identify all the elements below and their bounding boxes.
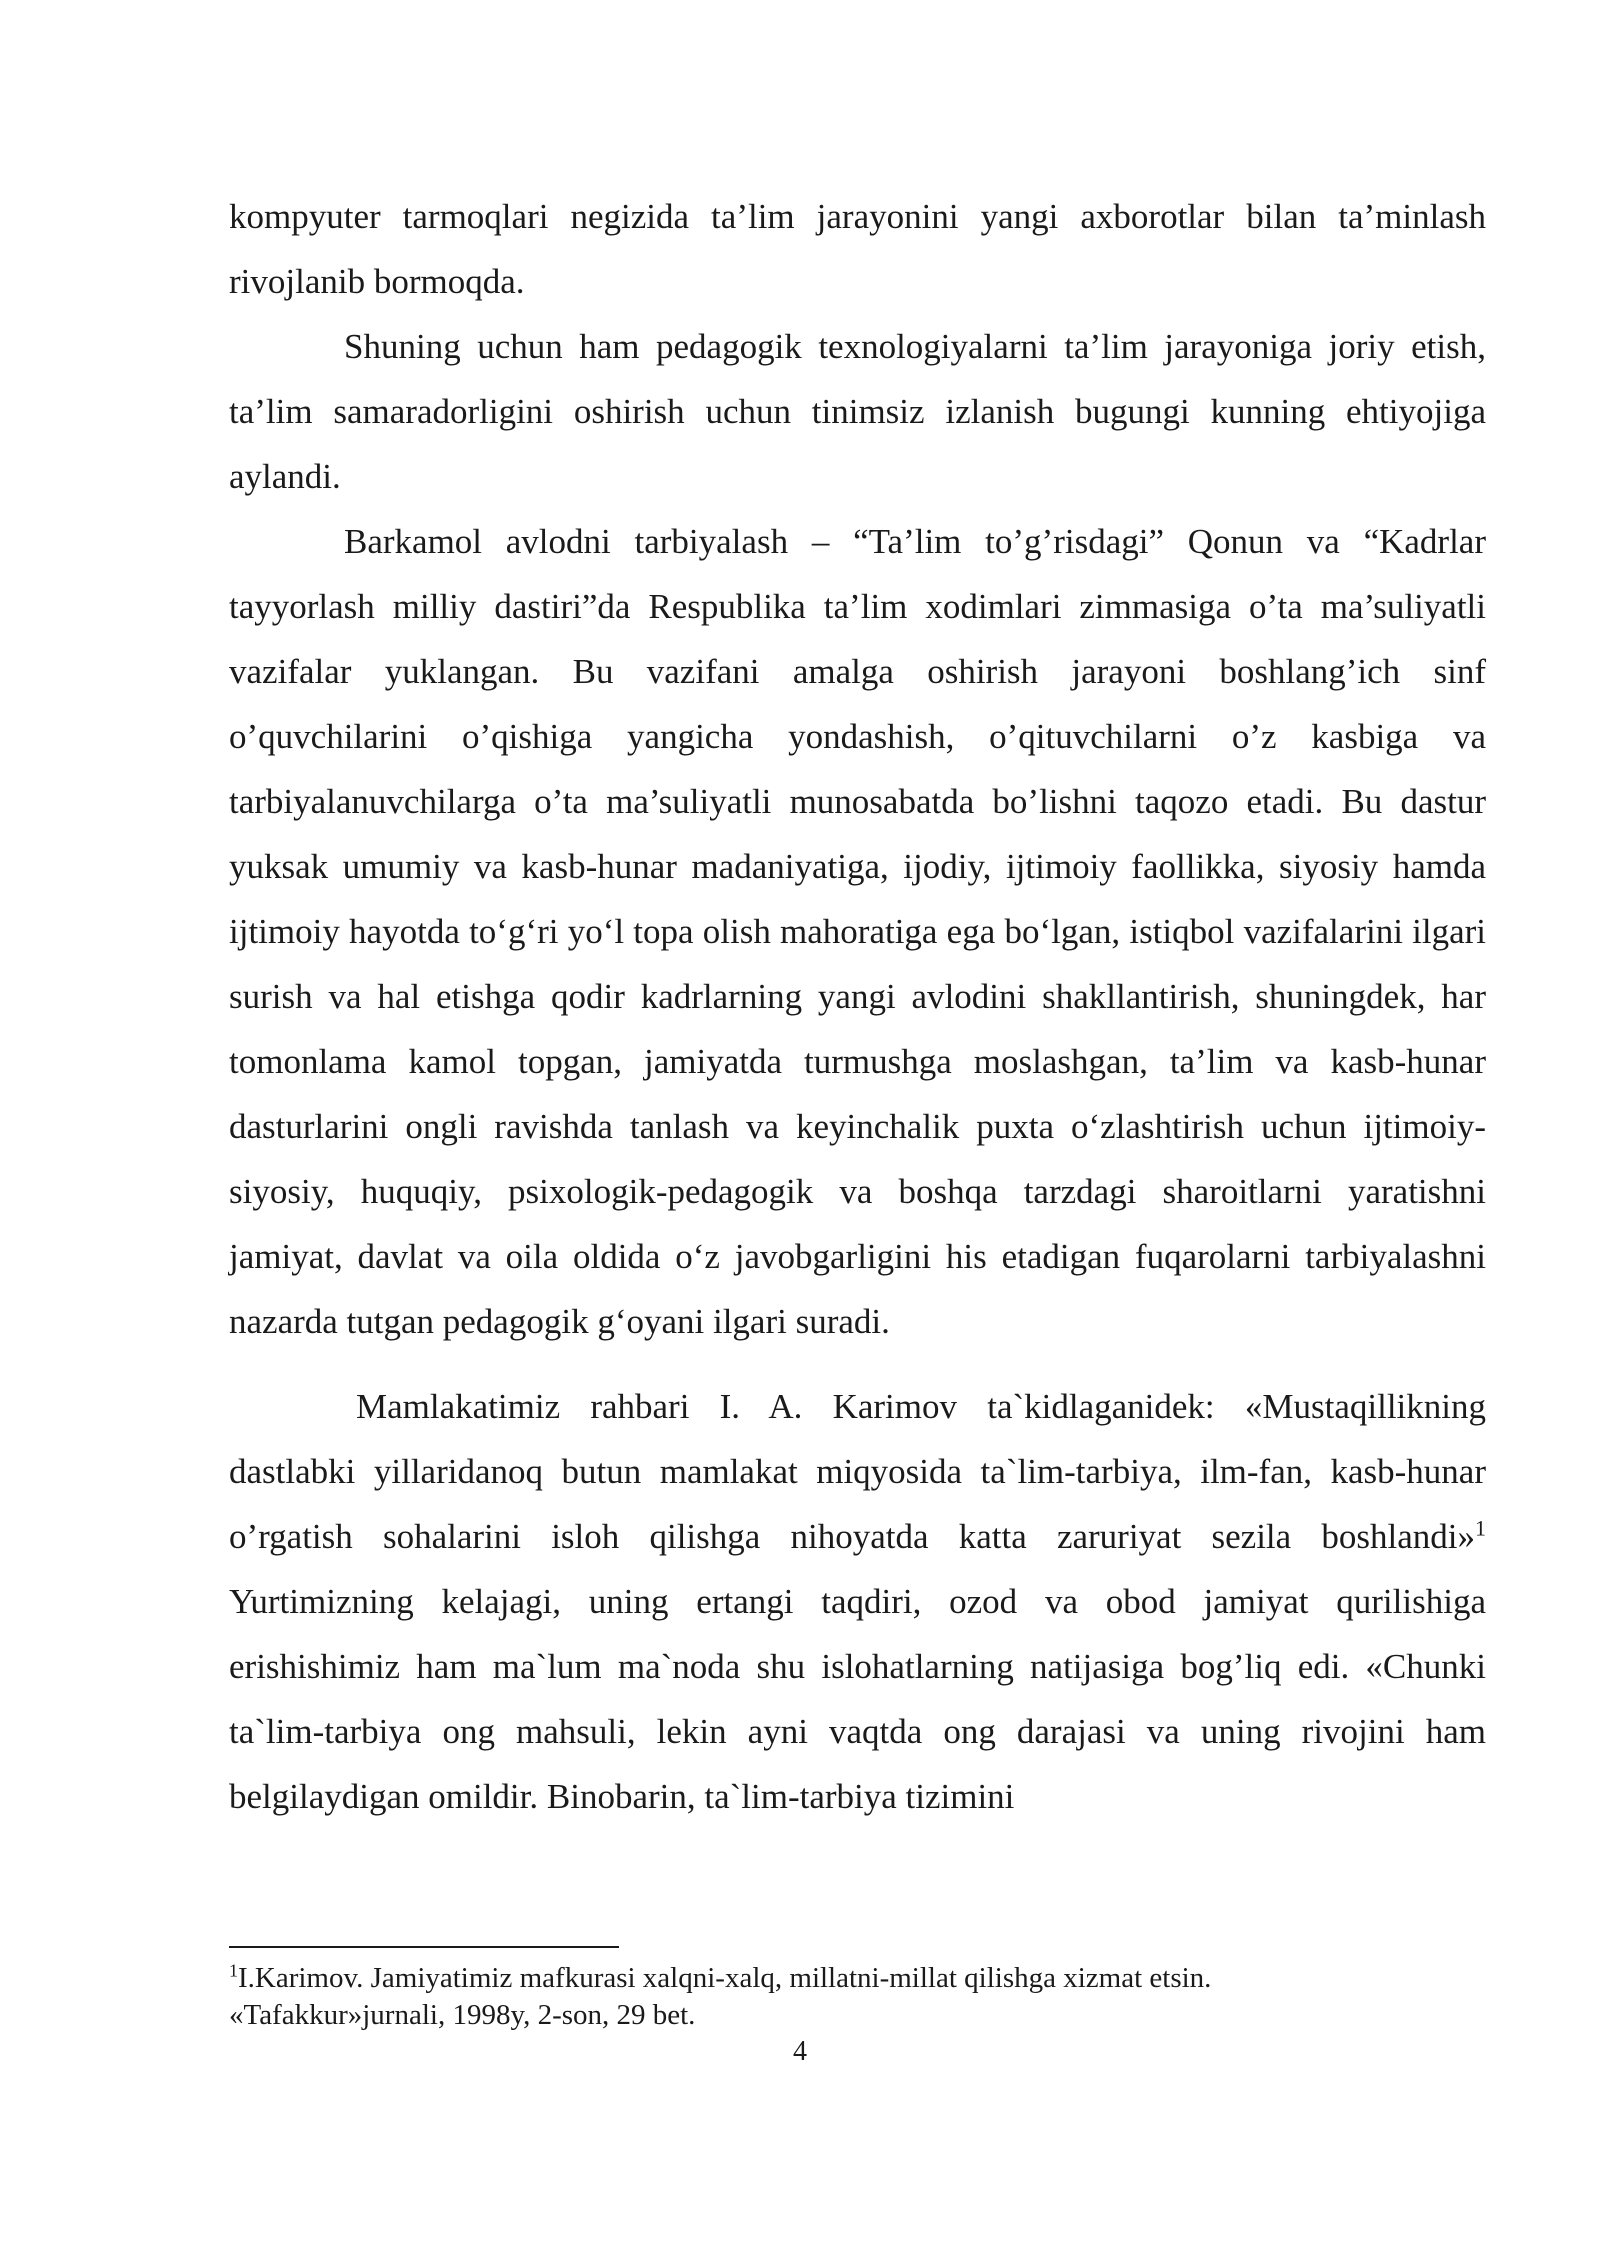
paragraph-2: Shuning uchun ham pedagogik texnologiyalarni ta’lim jarayoniga joriy etish, ta’lim samaradorligini oshirish uchun tinimsiz izlanish bugungi kunning ehtiyojiga aylandi. [229, 327, 1486, 496]
page-number: 4 [793, 2036, 807, 2067]
footnote-reference[interactable]: 1 [1475, 1515, 1486, 1541]
paragraph-1: kompyuter tarmoqlari negizida ta’lim jarayonini yangi axborotlar bilan ta’minlash rivojlanib bormoqda. [229, 197, 1486, 301]
paragraph-4 [229, 1374, 1486, 1829]
footnote-text-1: I.Karimov. Jamiyatimiz mafkurasi xalqni-xalq, millatni-millat qilishga xizmat etsin. [238, 1962, 1212, 1994]
footnote-number: 1 [229, 1960, 238, 1981]
footnote-separator [229, 1946, 619, 1948]
footnote [229, 1960, 1486, 2034]
paragraph-3: Barkamol avlodni tarbiyalash – “Ta’lim to’g’risdagi” Qonun va “Kadrlar tayyorlash milliy dastiri”da Respublika ta’lim xodimlari zimmasiga o’ta ma’suliyatli vazifalar yuklangan. Bu vazifani amalga oshirish jarayoni boshlang’ich sinf o’quvchilarini o’qishiga yangicha yondashish, o’qituvchilarni o’z kasbiga va tarbiyalanuvchilarga o’ta ma’suliyatli munosabatda bo’lishni taqozo etadi. Bu dastur yuksak umumiy va kasb-hunar madaniyatiga, ijodiy, ijtimoiy faollikka, siyosiy hamda ijtimoiy hayotda to‘g‘ri yo‘l topa olish mahoratiga ega bo‘lgan, istiqbol vazifalarini ilgari surish va hal etishga qodir kadrlarning yangi avlodini shakllantirish, shuningdek, har tomonlama kamol topgan, jamiyatda turmushga moslashgan, ta’lim va kasb-hunar dasturlarini ongli ravishda tanlash va keyinchalik puxta o‘zlashtirish uchun ijtimoiy-siyosiy, huquqiy, psixologik-pedagogik va boshqa tarzdagi sharoitlarni yaratishni jamiyat, davlat va oila oldida o‘z javobgarligini his etadigan fuqarolarni tarbiyalashni nazarda tutgan pedagogik g‘oyani ilgari suradi. [229, 522, 1486, 1341]
paragraph-4-text-a: Mamlakatimiz rahbari I. A. Karimov ta`kidlaganidek: «Mustaqillikning dastlabki yillaridanoq butun mamlakat miqyosida ta`lim-tarbiya, ilm-fan, kasb-hunar o’rgatish sohalarini isloh qilishga nihoyatda katta zaruriyat sezila boshlandi» [229, 1387, 1486, 1556]
footnote-line-2: «Tafakkur»jurnali, 1998y, 2-son, 29 bet. [229, 1999, 696, 2031]
footnote-line-1 [229, 1960, 1486, 1997]
paragraph-4-text-b: Yurtimizning kelajagi, uning ertangi taqdiri, ozod va obod jamiyat qurilishiga erishishimiz ham ma`lum ma`noda shu islohatlarning natijasiga bog’liq edi. «Chunki ta`lim-tarbiya ong mahsuli, lekin ayni vaqtda ong darajasi va uning rivojini ham belgilaydigan omildir. Binobarin, ta`lim-tarbiya tizimini [229, 1582, 1486, 1816]
body-text [229, 184, 1486, 1829]
